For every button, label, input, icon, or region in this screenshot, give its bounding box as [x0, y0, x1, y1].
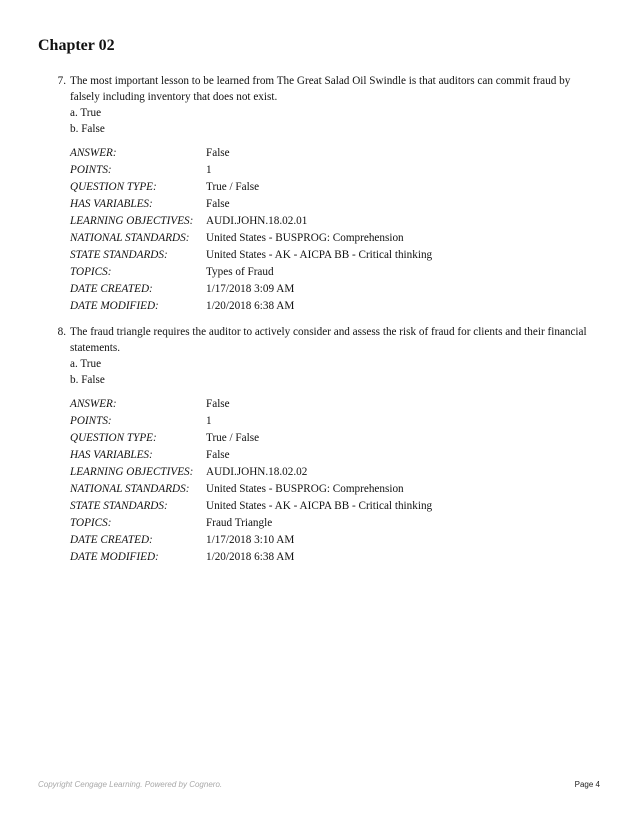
- meta-row-learning-objectives: [70, 464, 598, 481]
- meta-value: United States - BUSPROG: Comprehension: [206, 232, 404, 244]
- page-footer: [38, 780, 600, 789]
- meta-value: 1: [206, 164, 212, 176]
- meta-row-national-standards: [70, 481, 598, 498]
- question-7: [38, 73, 598, 315]
- meta-row-question-type: [70, 179, 598, 196]
- meta-value: True / False: [206, 181, 260, 193]
- choice-true: a. True: [70, 107, 102, 119]
- meta-row-topics: [70, 264, 598, 281]
- meta-row-state-standards: [70, 247, 598, 264]
- meta-label: NATIONAL STANDARDS:: [70, 232, 190, 244]
- meta-row-date-created: [70, 281, 598, 298]
- meta-label: POINTS:: [70, 415, 112, 427]
- meta-label: ANSWER:: [70, 398, 117, 410]
- meta-value: 1/20/2018 6:38 AM: [206, 551, 295, 563]
- meta-row-question-type: [70, 430, 598, 447]
- meta-label: TOPICS:: [70, 266, 112, 278]
- meta-row-state-standards: [70, 498, 598, 515]
- meta-label: HAS VARIABLES:: [70, 198, 153, 210]
- meta-label: DATE CREATED:: [70, 283, 153, 295]
- meta-value: AUDI.JOHN.18.02.02: [206, 466, 308, 478]
- meta-row-points: [70, 162, 598, 179]
- meta-row-date-created: [70, 532, 598, 549]
- question-metadata: [70, 396, 598, 566]
- choice-true: a. True: [70, 358, 102, 370]
- meta-value: 1/17/2018 3:10 AM: [206, 534, 295, 546]
- question-text: The fraud triangle requires the auditor to actively consider and assess the risk of fraud for clients and their financial statements.: [70, 326, 587, 354]
- question-metadata: [70, 145, 598, 315]
- meta-value: False: [206, 198, 230, 210]
- copyright-notice: Copyright Cengage Learning. Powered by Cognero.: [38, 780, 223, 789]
- meta-value: 1: [206, 415, 212, 427]
- meta-row-topics: [70, 515, 598, 532]
- meta-label: QUESTION TYPE:: [70, 181, 157, 193]
- question-number: 8.: [57, 326, 66, 338]
- meta-value: Fraud Triangle: [206, 517, 273, 529]
- meta-value: Types of Fraud: [206, 266, 274, 278]
- chapter-title: Chapter 02: [38, 37, 115, 54]
- meta-row-answer: [70, 145, 598, 162]
- meta-label: DATE CREATED:: [70, 534, 153, 546]
- meta-label: POINTS:: [70, 164, 112, 176]
- meta-label: STATE STANDARDS:: [70, 249, 168, 261]
- meta-row-has-variables: [70, 196, 598, 213]
- meta-value: False: [206, 398, 230, 410]
- meta-label: LEARNING OBJECTIVES:: [70, 215, 194, 227]
- meta-value: 1/20/2018 6:38 AM: [206, 300, 295, 312]
- meta-value: False: [206, 147, 230, 159]
- page-number: Page 4: [574, 780, 600, 789]
- meta-label: STATE STANDARDS:: [70, 500, 168, 512]
- question-text: The most important lesson to be learned from The Great Salad Oil Swindle is that auditors can commit fraud by falsely including inventory that does not exist.: [70, 75, 571, 103]
- meta-row-points: [70, 413, 598, 430]
- meta-label: QUESTION TYPE:: [70, 432, 157, 444]
- question-8: [38, 324, 598, 566]
- meta-value: United States - AK - AICPA BB - Critical thinking: [206, 249, 433, 261]
- meta-label: TOPICS:: [70, 517, 112, 529]
- meta-value: AUDI.JOHN.18.02.01: [206, 215, 308, 227]
- meta-label: ANSWER:: [70, 147, 117, 159]
- meta-row-has-variables: [70, 447, 598, 464]
- meta-label: DATE MODIFIED:: [70, 551, 159, 563]
- meta-label: HAS VARIABLES:: [70, 449, 153, 461]
- meta-row-answer: [70, 396, 598, 413]
- meta-value: United States - BUSPROG: Comprehension: [206, 483, 404, 495]
- meta-label: NATIONAL STANDARDS:: [70, 483, 190, 495]
- meta-label: LEARNING OBJECTIVES:: [70, 466, 194, 478]
- meta-row-learning-objectives: [70, 213, 598, 230]
- choice-false: b. False: [70, 374, 105, 386]
- question-number: 7.: [57, 75, 66, 87]
- meta-row-date-modified: [70, 549, 598, 566]
- meta-row-national-standards: [70, 230, 598, 247]
- meta-value: True / False: [206, 432, 260, 444]
- meta-value: 1/17/2018 3:09 AM: [206, 283, 295, 295]
- meta-value: False: [206, 449, 230, 461]
- meta-label: DATE MODIFIED:: [70, 300, 159, 312]
- meta-value: United States - AK - AICPA BB - Critical thinking: [206, 500, 433, 512]
- choice-false: b. False: [70, 123, 105, 135]
- meta-row-date-modified: [70, 298, 598, 315]
